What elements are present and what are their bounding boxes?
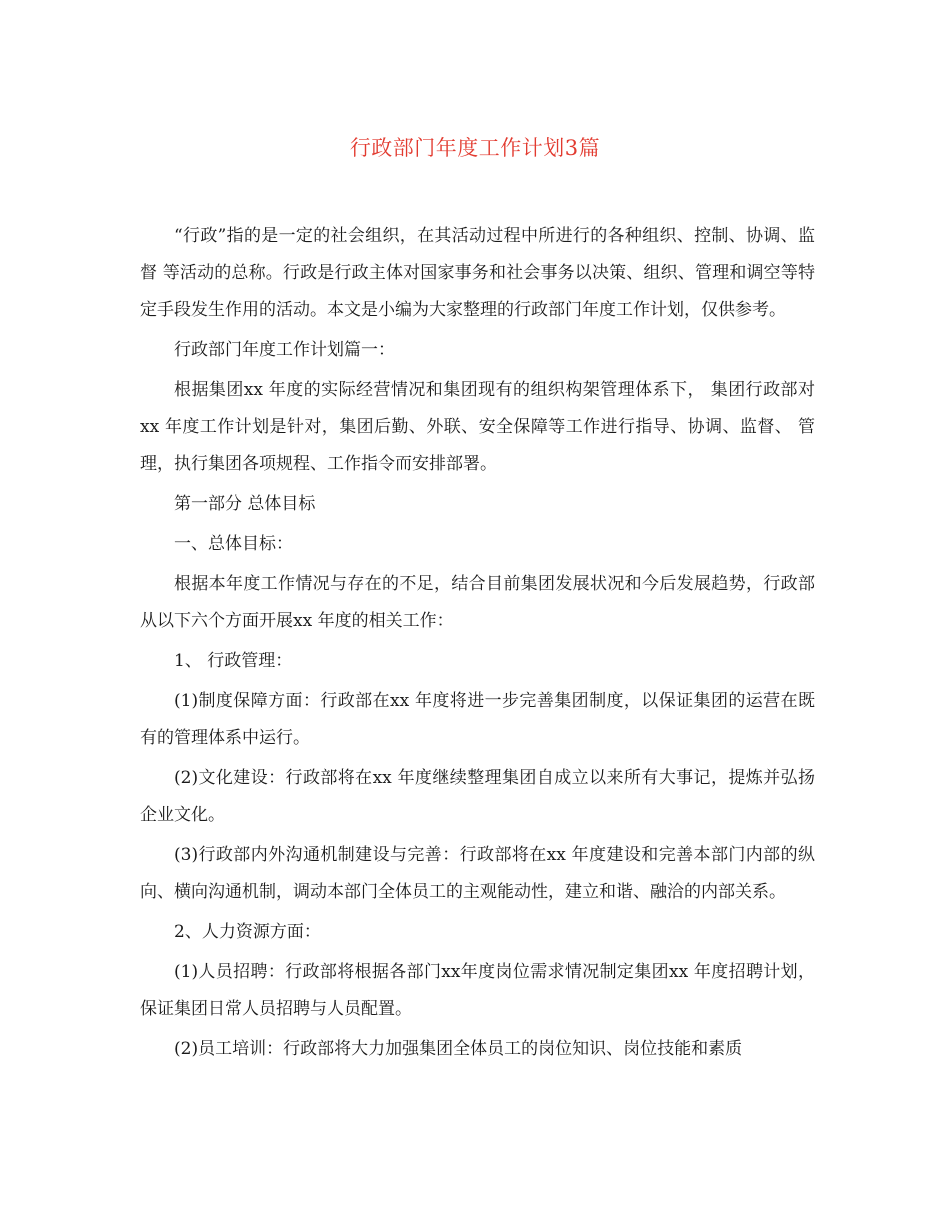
paragraph: “行政”指的是一定的社会组织，在其活动过程中所进行的各种组织、控制、协调、监督 等活动的总称。行政是行政主体对国家事务和社会事务以决策、组织、管理和调空等特定手段发生作用的活动。本文是小编为大家整理的行政部门年度工作计划，仅供参考。	[140, 226, 815, 320]
paragraph: (1)人员招聘：行政部将根据各部门xx年度岗位需求情况制定集团xx 年度招聘计划，保证集团日常人员招聘与人员配置。	[140, 962, 815, 1019]
section-heading: 行政部门年度工作计划篇一：	[174, 340, 395, 360]
section-heading: 2、人力资源方面：	[174, 922, 321, 942]
paragraph: 根据集团xx 年度的实际经营情况和集团现有的组织构架管理体系下， 集团行政部对xx 年度工作计划是针对，集团后勤、外联、安全保障等工作进行指导、协调、监督、 管理，执行集团各项规程、工作指令而安排部署。	[140, 380, 815, 474]
document-body	[140, 218, 815, 1071]
document-title: 行政部门年度工作计划3篇	[349, 136, 601, 160]
section-heading: 第一部分 总体目标	[174, 494, 316, 514]
section-heading: 一、总体目标：	[174, 534, 293, 554]
paragraph: 根据本年度工作情况与存在的不足，结合目前集团发展状况和今后发展趋势，行政部从以下六个方面开展xx 年度的相关工作：	[140, 574, 815, 631]
section-heading: 1、 行政管理：	[174, 651, 293, 671]
paragraph: (2)文化建设：行政部将在xx 年度继续整理集团自成立以来所有大事记，提炼并弘扬企业文化。	[140, 768, 815, 825]
paragraph: (3)行政部内外沟通机制建设与完善：行政部将在xx 年度建设和完善本部门内部的纵向、横向沟通机制，调动本部门全体员工的主观能动性，建立和谐、融洽的内部关系。	[140, 845, 815, 902]
paragraph: (1)制度保障方面：行政部在xx 年度将进一步完善集团制度，以保证集团的运营在既有的管理体系中运行。	[140, 691, 815, 748]
paragraph: (2)员工培训：行政部将大力加强集团全体员工的岗位知识、岗位技能和素质	[174, 1039, 743, 1059]
